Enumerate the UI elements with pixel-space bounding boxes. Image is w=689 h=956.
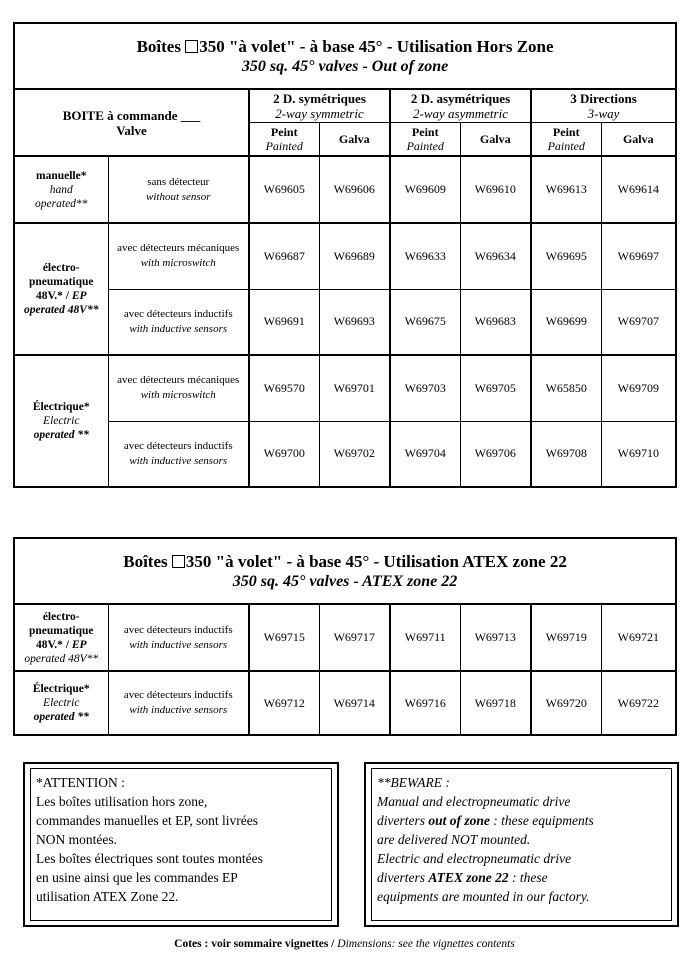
- code-cell: W69715: [249, 604, 319, 671]
- table2-title-cell: [14, 538, 676, 604]
- row-label-electropneumatic: électro- pneumatique 48V.* / EP operated 48V**: [14, 223, 108, 355]
- code-cell: W69695: [531, 223, 601, 289]
- code-cell: W69693: [319, 289, 390, 355]
- detector-inductive: avec détecteurs inductifs with inductive sensors: [108, 421, 249, 487]
- code-cell: W69633: [390, 223, 460, 289]
- code-cell: W69683: [460, 289, 531, 355]
- detector-inductive: avec détecteurs inductifs with inductive sensors: [108, 604, 249, 671]
- code-cell: W69610: [460, 156, 531, 223]
- code-cell: W69705: [460, 355, 531, 421]
- code-cell: W69707: [601, 289, 676, 355]
- subheader-peint: Peint Painted: [249, 122, 319, 156]
- beware-line: diverters out of zone : these equipments: [377, 813, 594, 828]
- group-header-sym: 2 D. symétriques 2-way symmetric: [249, 89, 390, 122]
- beware-note-box: [364, 762, 679, 927]
- table-row: [14, 671, 676, 735]
- group-header-3way: 3 Directions 3-way: [531, 89, 676, 122]
- code-cell: W65850: [531, 355, 601, 421]
- table-row: [14, 223, 676, 289]
- table1-title-en: 350 sq. 45° valves - Out of zone: [241, 57, 449, 75]
- table-row: [14, 421, 676, 487]
- code-cell: W69605: [249, 156, 319, 223]
- square-symbol-icon: [172, 555, 185, 568]
- row-label-electric: Électrique* Electric operated **: [14, 355, 108, 487]
- code-cell: W69689: [319, 223, 390, 289]
- subheader-peint: Peint Painted: [531, 122, 601, 156]
- code-cell: W69710: [601, 421, 676, 487]
- code-cell: W69721: [601, 604, 676, 671]
- detector-inductive: avec détecteurs inductifs with inductive sensors: [108, 671, 249, 735]
- code-cell: W69716: [390, 671, 460, 735]
- attention-note-box: [23, 762, 339, 927]
- attention-line: commandes manuelles et EP, sont livrées: [36, 813, 258, 828]
- table-out-of-zone: [13, 22, 677, 488]
- code-cell: W69713: [460, 604, 531, 671]
- table1-title: Boîtes 350 "à volet" - à base 45° - Utilisation Hors Zone: [136, 36, 554, 56]
- table-atex-zone-22: [13, 537, 677, 736]
- beware-line: Electric and electropneumatic drive: [377, 851, 572, 866]
- attention-line: Les boîtes utilisation hors zone,: [36, 794, 208, 809]
- code-cell: W69722: [601, 671, 676, 735]
- code-cell: W69634: [460, 223, 531, 289]
- detector-microswitch: avec détecteurs mécaniques with microswitch: [108, 223, 249, 289]
- attention-line: utilisation ATEX Zone 22.: [36, 889, 179, 904]
- code-cell: W69699: [531, 289, 601, 355]
- code-cell: W69704: [390, 421, 460, 487]
- code-cell: W69687: [249, 223, 319, 289]
- code-cell: W69718: [460, 671, 531, 735]
- boite-header: BOITE à commande ___ Valve: [14, 89, 249, 156]
- code-cell: W69609: [390, 156, 460, 223]
- table1-title-cell: [14, 23, 676, 89]
- code-cell: W69570: [249, 355, 319, 421]
- code-cell: W69697: [601, 223, 676, 289]
- row-label-electropneumatic: électro- pneumatique 48V.* / EP operated 48V**: [14, 604, 108, 671]
- footer-note: Cotes : voir sommaire vignettes / Dimensions: see the vignettes contents: [174, 938, 515, 950]
- table-row: [14, 355, 676, 421]
- table2-title-en: 350 sq. 45° valves - ATEX zone 22: [232, 572, 458, 590]
- table2-title: Boîtes 350 "à volet" - à base 45° - Utilisation ATEX zone 22: [123, 551, 567, 571]
- group-header-asym: 2 D. asymétriques 2-way asymmetric: [390, 89, 531, 122]
- code-cell: W69720: [531, 671, 601, 735]
- detector-inductive: avec détecteurs inductifs with inductive sensors: [108, 289, 249, 355]
- attention-line: en usine ainsi que les commandes EP: [36, 870, 238, 885]
- code-cell: W69717: [319, 604, 390, 671]
- code-cell: W69708: [531, 421, 601, 487]
- code-cell: W69711: [390, 604, 460, 671]
- code-cell: W69614: [601, 156, 676, 223]
- beware-line: equipments are mounted in our factory.: [377, 889, 590, 904]
- code-cell: W69700: [249, 421, 319, 487]
- code-cell: W69706: [460, 421, 531, 487]
- table-row: [14, 289, 676, 355]
- code-cell: W69703: [390, 355, 460, 421]
- beware-heading: **BEWARE :: [377, 775, 450, 790]
- beware-line: diverters ATEX zone 22 : these: [377, 870, 548, 885]
- code-cell: W69675: [390, 289, 460, 355]
- code-cell: W69691: [249, 289, 319, 355]
- attention-line: NON montées.: [36, 832, 117, 847]
- code-cell: W69613: [531, 156, 601, 223]
- code-cell: W69702: [319, 421, 390, 487]
- code-cell: W69719: [531, 604, 601, 671]
- subheader-galva: Galva: [601, 122, 676, 156]
- attention-heading: *ATTENTION :: [36, 775, 125, 790]
- code-cell: W69714: [319, 671, 390, 735]
- code-cell: W69701: [319, 355, 390, 421]
- code-cell: W69709: [601, 355, 676, 421]
- subheader-galva: Galva: [460, 122, 531, 156]
- table-row: [14, 604, 676, 671]
- code-cell: W69606: [319, 156, 390, 223]
- detector-microswitch: avec détecteurs mécaniques with microswitch: [108, 355, 249, 421]
- beware-line: are delivered NOT mounted.: [377, 832, 531, 847]
- subheader-peint: Peint Painted: [390, 122, 460, 156]
- square-symbol-icon: [185, 40, 198, 53]
- row-label-electric: Électrique* Electric operated **: [14, 671, 108, 735]
- attention-line: Les boîtes électriques sont toutes montées: [36, 851, 263, 866]
- detector-none: sans détecteur without sensor: [108, 156, 249, 223]
- row-label-manual: manuelle* hand operated**: [14, 156, 108, 223]
- subheader-galva: Galva: [319, 122, 390, 156]
- table-row: [14, 156, 676, 223]
- code-cell: W69712: [249, 671, 319, 735]
- beware-line: Manual and electropneumatic drive: [377, 794, 571, 809]
